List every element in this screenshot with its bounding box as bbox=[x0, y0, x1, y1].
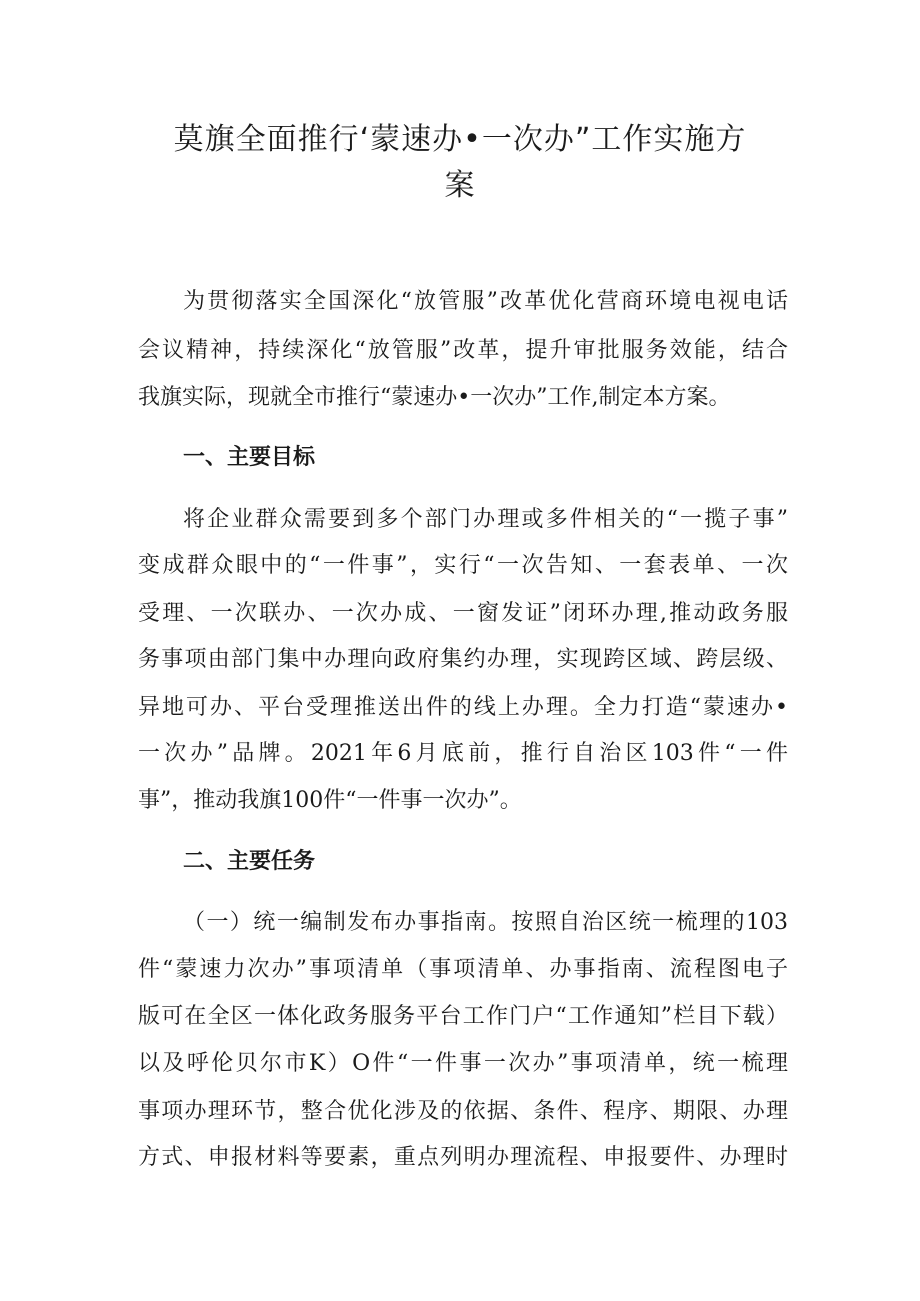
section2-line: 方式、申报材料等要素，重点列明办理流程、申报要件、办理时 bbox=[138, 1145, 788, 1170]
section2-line: 版可在全区一体化政务服务平台工作门户“工作通知”栏目下载） bbox=[138, 1004, 788, 1029]
section1-line: 变成群众眼中的“一件事”，实行“一次告知、一套表单、一次 bbox=[138, 553, 788, 578]
document-title-line-2: 案 bbox=[444, 168, 476, 203]
section1-line: 事”，推动我旗100件“一件事一次办”。 bbox=[138, 788, 522, 813]
intro-line: 为贯彻落实全国深化“放管服”改革优化营商环境电视电话 bbox=[183, 289, 788, 314]
intro-line: 会议精神，持续深化“放管服”改革，提升审批服务效能，结合 bbox=[138, 338, 788, 363]
section1-line: 异地可办、平台受理推送出件的线上办理。全力打造“蒙速办• bbox=[138, 695, 788, 720]
section1-line: 一次办”品牌。2021年6月底前，推行自治区103件“一件 bbox=[138, 741, 788, 766]
section2-line: 事项办理环节，整合优化涉及的依据、条件、程序、期限、办理 bbox=[138, 1099, 788, 1124]
intro-line: 我旗实际，现就全市推行“蒙速办•一次办”工作,制定本方案。 bbox=[138, 385, 731, 410]
section1-line: 将企业群众需要到多个部门办理或多件相关的“一揽子事” bbox=[183, 507, 788, 532]
document-title-line-1: 莫旗全面推行‘蒙速办•一次办”工作实施方 bbox=[173, 122, 747, 157]
section2-line: 件“蒙速力次办”事项清单（事项清单、办事指南、流程图电子 bbox=[138, 957, 788, 982]
section-heading-goals: 一、主要目标 bbox=[183, 445, 316, 470]
section-heading-tasks: 二、主要任务 bbox=[183, 849, 316, 874]
section2-line: （一）统一编制发布办事指南。按照自治区统一梳理的103 bbox=[183, 910, 788, 935]
section1-line: 务事项由部门集中办理向政府集约办理，实现跨区域、跨层级、 bbox=[138, 647, 788, 672]
section2-line: 以及呼伦贝尔市K）O件“一件事一次办”事项清单，统一梳理 bbox=[138, 1051, 788, 1076]
section1-line: 受理、一次联办、一次办成、一窗发证”闭环办理,推动政务服 bbox=[138, 601, 788, 626]
